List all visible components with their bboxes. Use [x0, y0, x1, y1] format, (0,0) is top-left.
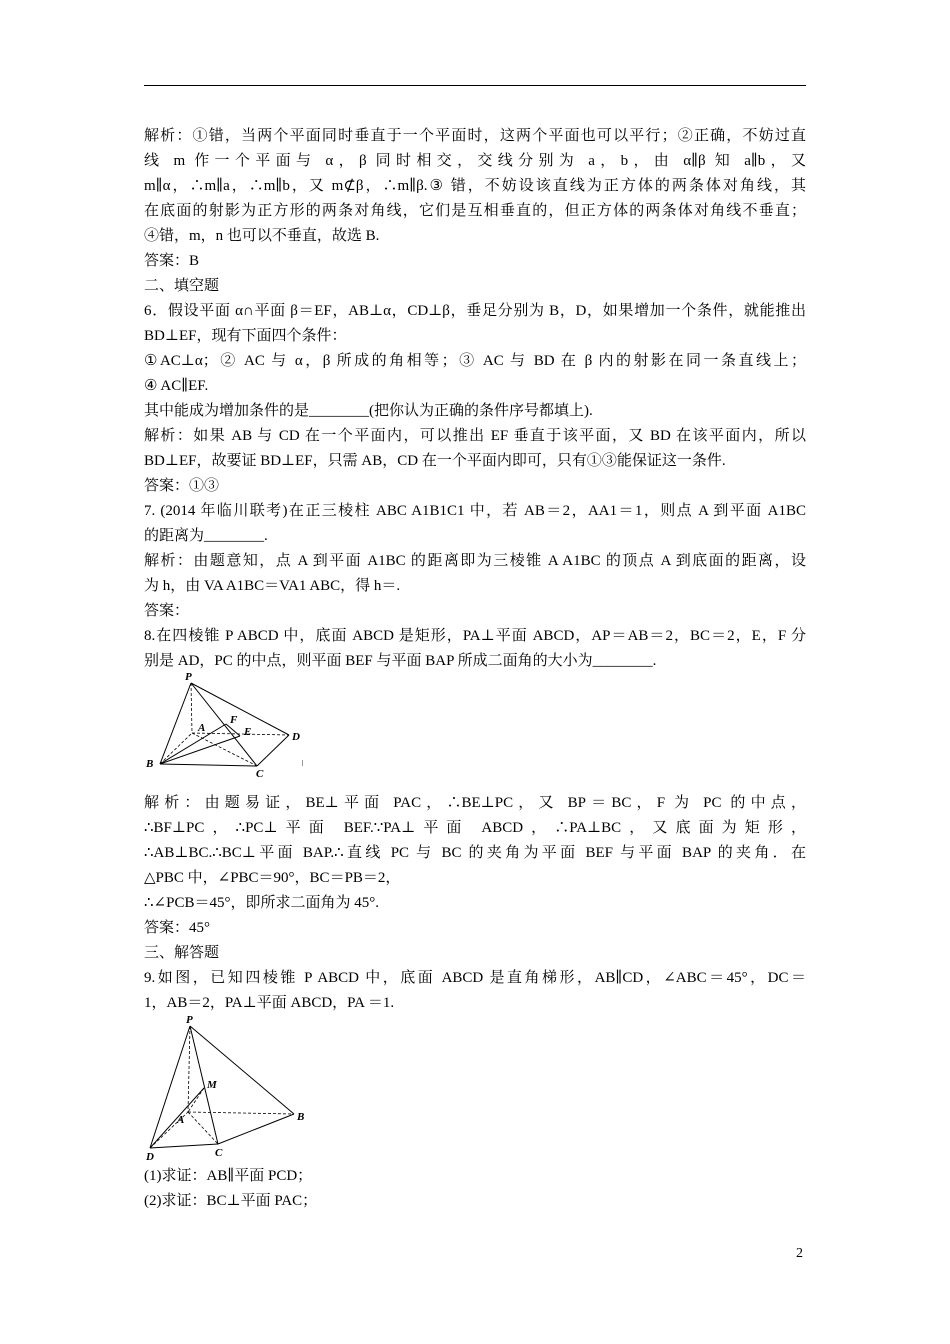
text-line: ④错，m，n 也可以不垂直，故选 B.: [144, 228, 380, 244]
question-8-line: 别是 AD，PC 的中点，则平面 BEF 与平面 BAP 所成二面角的大小为________.: [144, 653, 657, 669]
vertex-label-p: P: [186, 1014, 193, 1026]
analysis-line: ∴BF⊥PC，∴PC⊥平面 BEF.∵PA⊥平面 ABCD，∴PA⊥BC，又底面为矩形，: [144, 820, 806, 836]
vertex-label-c: C: [215, 1147, 223, 1159]
point-label-e: E: [244, 726, 252, 738]
analysis-line: BD⊥EF，故要证 BD⊥EF，只需 AB，CD 在一个平面内即可，只有①③能保证这一条件.: [144, 453, 726, 469]
question-9-line: 1，AB＝2，PA⊥平面 ABCD，PA ＝1.: [144, 995, 395, 1011]
question-8-line: 8.在四棱锥 P ABCD 中，底面 ABCD 是矩形，PA⊥平面 ABCD，AP＝AB＝2，BC＝2，E，F 分: [144, 628, 806, 644]
answer-line: 答案：B: [144, 253, 200, 269]
answer-line: 答案：: [144, 603, 190, 619]
pyramid-figure-1: [144, 671, 806, 791]
answer-line: 答案：①③: [144, 478, 220, 494]
question-7-line: 7. (2014 年临川联考)在正三棱柱 ABC A1B1C1 中，若 AB＝2，AA1＝1，则点 A 到平面 A1BC: [144, 503, 806, 519]
analysis-line: 解析：由题意知，点 A 到平面 A1BC 的距离即为三棱锥 A A1BC 的顶点 A 到底面的距离，设: [144, 553, 806, 569]
point-label-m: M: [207, 1079, 217, 1091]
analysis-line: △PBC 中，∠PBC＝90°，BC＝PB＝2，: [144, 870, 401, 886]
pyramid-figure-2: [144, 1016, 806, 1164]
analysis-line: 解析：如果 AB 与 CD 在一个平面内，可以推出 EF 垂直于该平面，又 BD 在该平面内，所以: [144, 428, 806, 444]
question-7-line: 的距离为________.: [144, 528, 268, 544]
vertex-label-a: A: [198, 722, 206, 734]
question-6-line: ④ AC∥EF.: [144, 378, 209, 394]
text-line: 线 m 作一个平面与 α，β 同时相交，交线分别为 a，b，由 α∥β 知 a∥b，又: [144, 153, 806, 169]
analysis-line: ∴∠PCB＝45°，即所求二面角为 45°.: [144, 895, 379, 911]
answer-line: 答案：45°: [144, 920, 210, 936]
analysis-line: 解析：由题易证，BE⊥平面 PAC，∴BE⊥PC，又 BP＝BC，F 为 PC 的中点，: [144, 795, 806, 811]
point-label-f: F: [230, 714, 238, 726]
text-line: m∥α，∴m∥a，∴m∥b，又 m⊄β，∴m∥β.③ 错，不妨设该直线为正方体的两条体对角线，其: [144, 178, 806, 194]
page-content: [144, 124, 806, 1214]
section-heading: 二、填空题: [144, 278, 220, 294]
analysis-line: 为 h，由 VA A1BC＝VA1 ABC，得 h＝.: [144, 578, 401, 594]
vertex-label-c: C: [256, 768, 264, 780]
text-line: 解析：①错，当两个平面同时垂直于一个平面时，这两个平面也可以平行；②正确，不妨过直: [144, 128, 806, 144]
vertex-label-b: B: [146, 758, 154, 770]
question-6-line: ①AC⊥α；② AC 与 α，β 所成的角相等；③ AC 与 BD 在 β 内的射影在同一条直线上；: [144, 353, 806, 369]
question-9-line: 9.如图，已知四棱锥 P ABCD 中，底面 ABCD 是直角梯形，AB∥CD，∠ABC＝45°，DC＝: [144, 970, 806, 986]
vertex-label-p: P: [185, 671, 192, 683]
header-rule: [144, 85, 806, 86]
question-9-part-2: (2)求证：BC⊥平面 PAC；: [144, 1193, 318, 1209]
section-heading: 三、解答题: [144, 945, 220, 961]
question-9-part-1: (1)求证：AB∥平面 PCD；: [144, 1168, 313, 1184]
page-number: 2: [796, 1246, 803, 1261]
pyramid-figure-1-svg: [144, 671, 806, 791]
pyramid-figure-2-svg: [144, 1016, 806, 1164]
question-6-line: BD⊥EF，现有下面四个条件：: [144, 328, 347, 344]
vertex-label-b: B: [297, 1111, 305, 1123]
question-6-line: 其中能成为增加条件的是________(把你认为正确的条件序号都填上).: [144, 403, 593, 419]
vertex-label-d: D: [146, 1151, 154, 1163]
analysis-line: ∴AB⊥BC.∴BC⊥平面 BAP.∴直线 PC 与 BC 的夹角为平面 BEF 与平面 BAP 的夹角．在: [144, 845, 806, 861]
question-6-line: 6．假设平面 α∩平面 β＝EF，AB⊥α，CD⊥β，垂足分别为 B，D，如果增加一个条件，就能推出: [144, 303, 806, 319]
vertex-label-d: D: [292, 731, 300, 743]
vertex-label-a: A: [177, 1114, 185, 1126]
text-line: 在底面的射影为正方形的两条对角线，它们是互相垂直的，但正方体的两条体对角线不垂直；: [144, 203, 806, 219]
